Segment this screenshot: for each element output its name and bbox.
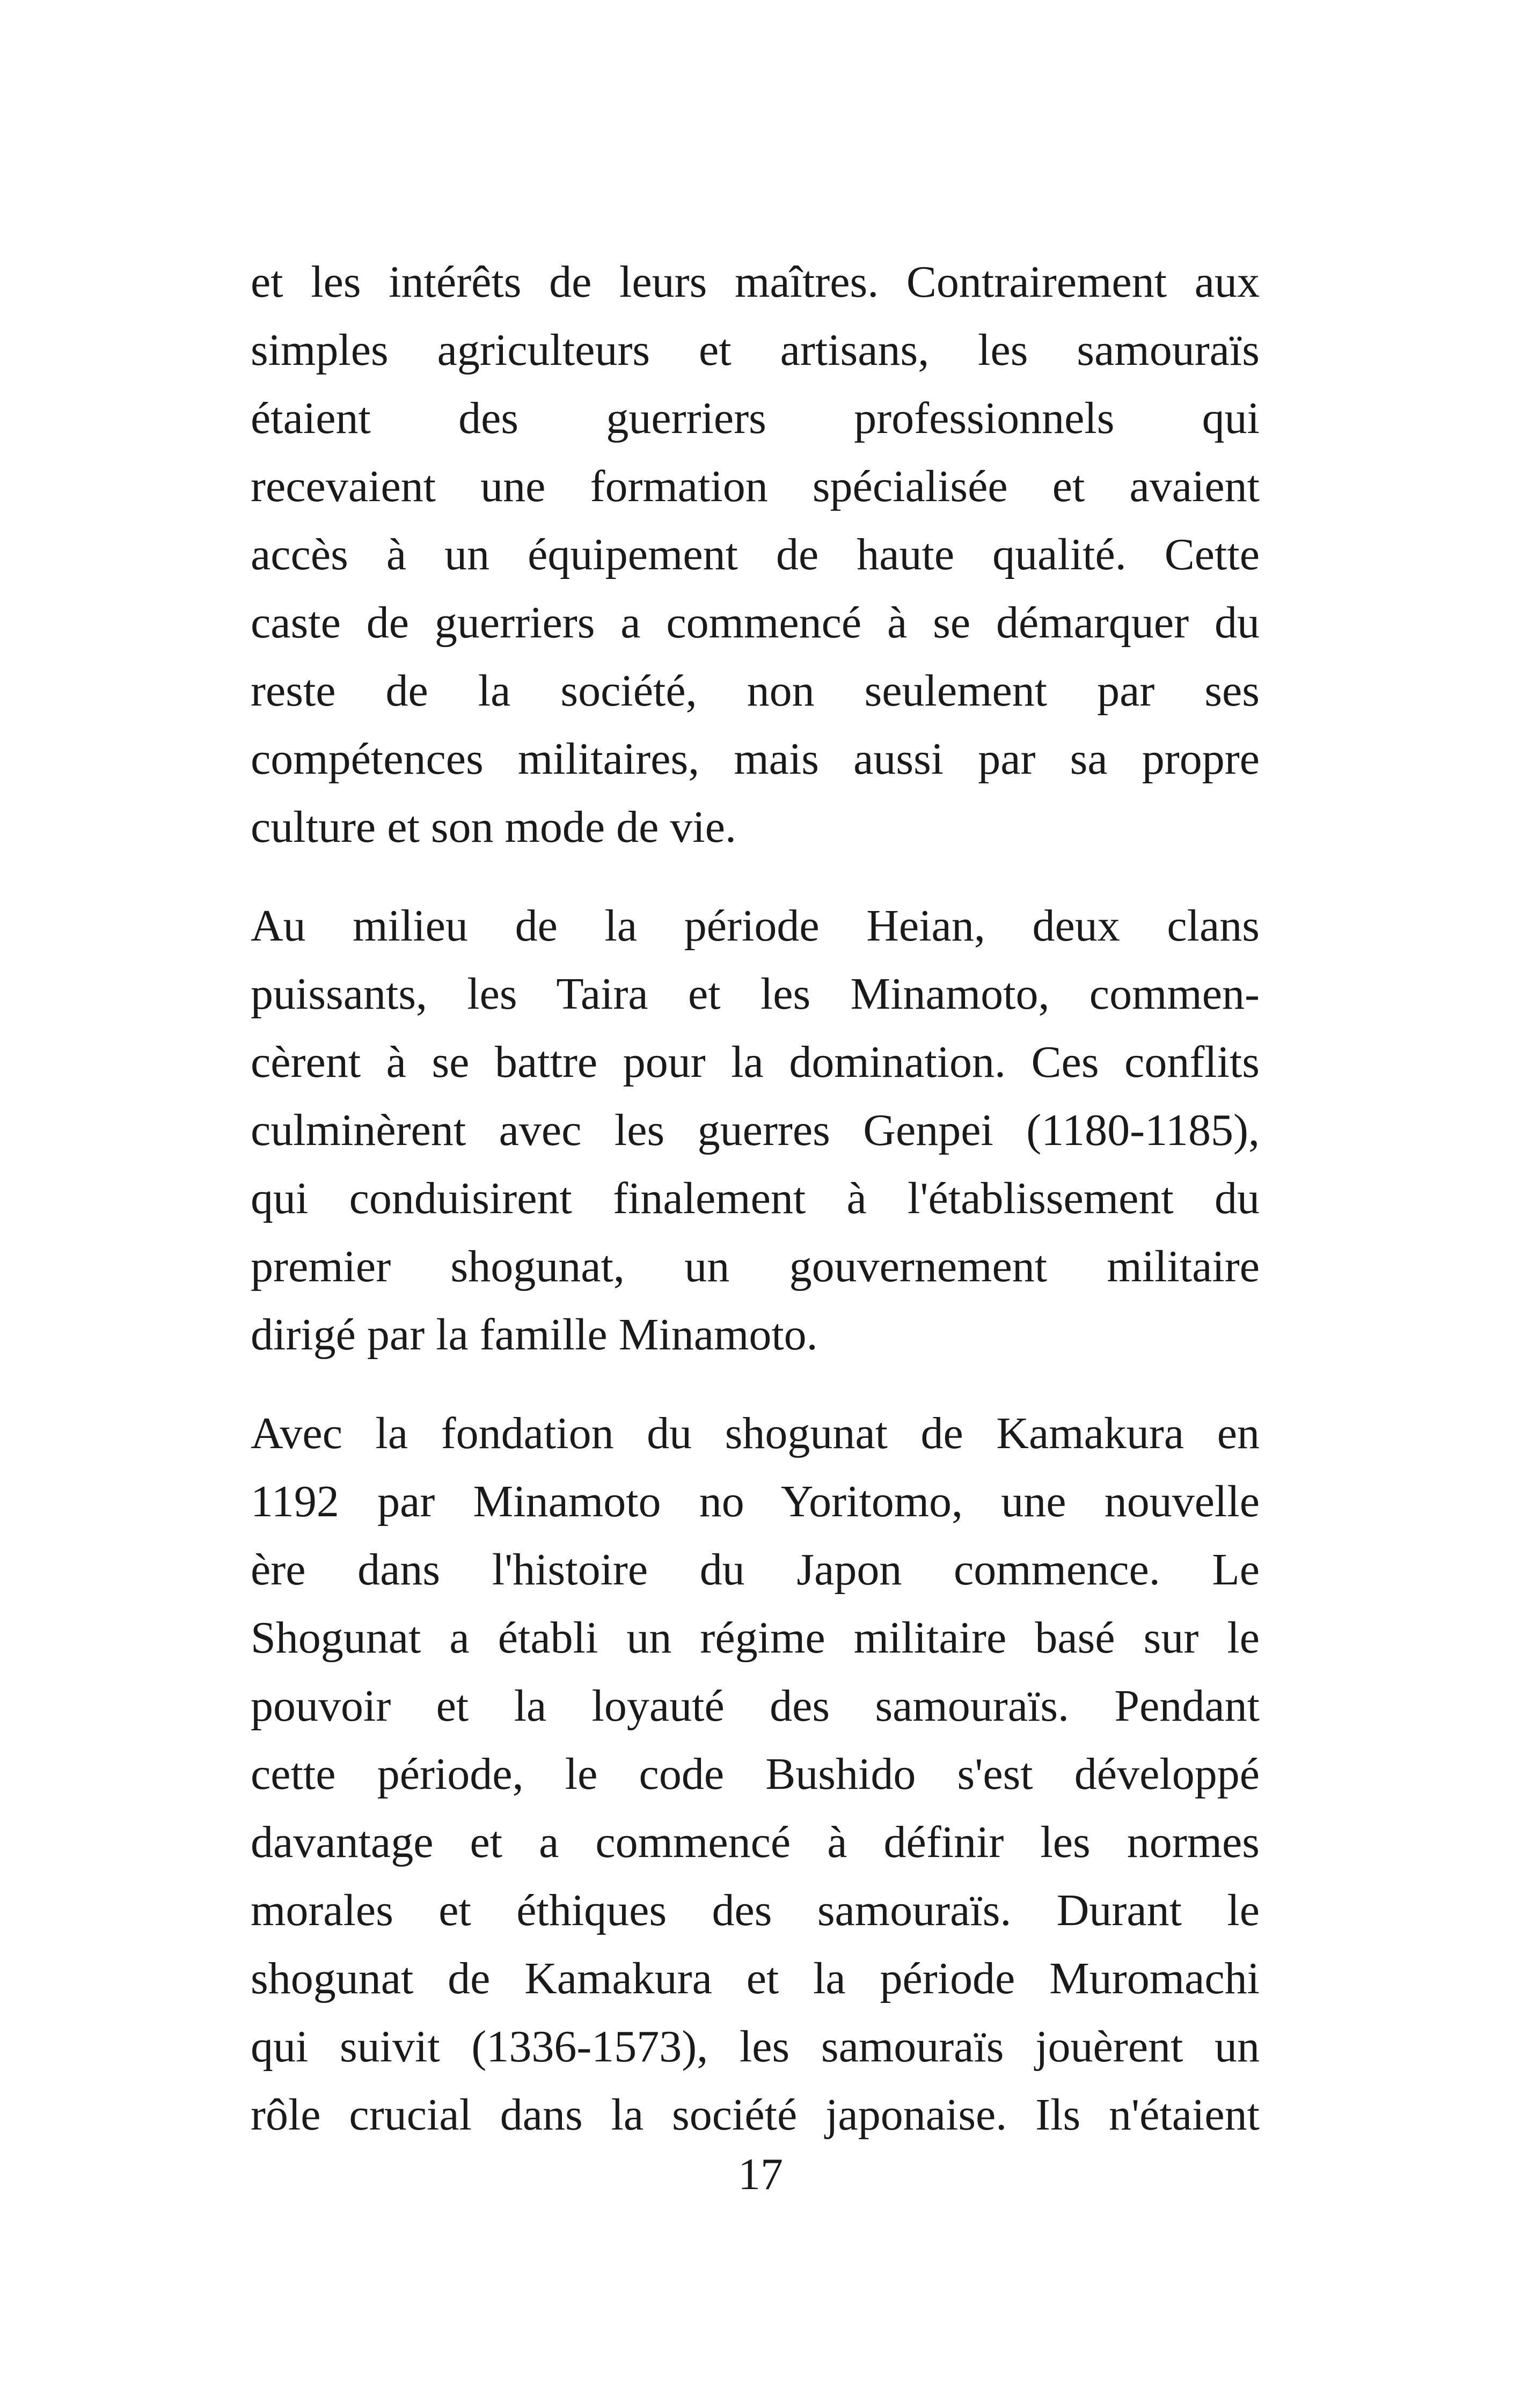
text-line: cette période, le code Bushido s'est développé bbox=[251, 1749, 1260, 1799]
text-line: compétences militaires, mais aussi par sa propre bbox=[251, 734, 1260, 784]
text-line: ère dans l'histoire du Japon commence. Le bbox=[251, 1545, 1260, 1595]
text-line: recevaient une formation spécialisée et avaient bbox=[251, 461, 1260, 511]
text-line: dirigé par la famille Minamoto. bbox=[251, 1310, 818, 1360]
text-line: caste de guerriers a commencé à se démarquer du bbox=[251, 598, 1260, 648]
text-line: accès à un équipement de haute qualité. Cette bbox=[251, 530, 1260, 579]
text-line: culminèrent avec les guerres Genpei (1180-1185), bbox=[251, 1105, 1260, 1155]
text-line: étaient des guerriers professionnels qui bbox=[251, 393, 1260, 443]
text-line: reste de la société, non seulement par ses bbox=[251, 666, 1260, 716]
text-line: simples agriculteurs et artisans, les samouraïs bbox=[251, 325, 1260, 375]
body-text bbox=[251, 248, 1260, 2149]
paragraph-1 bbox=[251, 248, 1260, 861]
paragraph-2 bbox=[251, 892, 1260, 1369]
page-number: 17 bbox=[738, 2149, 783, 2199]
text-line: cèrent à se battre pour la domination. Ces conflits bbox=[251, 1037, 1260, 1087]
text-line: Au milieu de la période Heian, deux clans bbox=[251, 901, 1260, 951]
text-line: qui suivit (1336-1573), les samouraïs jouèrent un bbox=[251, 2022, 1260, 2072]
paragraph-3 bbox=[251, 1399, 1260, 2149]
text-line: Avec la fondation du shogunat de Kamakura en bbox=[251, 1408, 1260, 1458]
text-line: Shogunat a établi un régime militaire basé sur le bbox=[251, 1613, 1260, 1663]
text-line: morales et éthiques des samouraïs. Durant le bbox=[251, 1885, 1260, 1935]
paragraph-spacer bbox=[251, 1369, 1260, 1399]
text-line: shogunat de Kamakura et la période Muromachi bbox=[251, 1954, 1260, 2003]
text-line: premier shogunat, un gouvernement militaire bbox=[251, 1242, 1260, 1291]
text-line: pouvoir et la loyauté des samouraïs. Pendant bbox=[251, 1681, 1260, 1731]
text-line: davantage et a commencé à définir les normes bbox=[251, 1817, 1260, 1867]
text-line: qui conduisirent finalement à l'établissement du bbox=[251, 1173, 1260, 1223]
text-line: 1192 par Minamoto no Yoritomo, une nouvelle bbox=[251, 1477, 1260, 1526]
text-line: et les intérêts de leurs maîtres. Contrairement aux bbox=[251, 257, 1260, 307]
text-line: puissants, les Taira et les Minamoto, commen- bbox=[251, 969, 1260, 1019]
paragraph-spacer bbox=[251, 861, 1260, 892]
text-line: culture et son mode de vie. bbox=[251, 802, 737, 852]
text-line: rôle crucial dans la société japonaise. Ils n'étaient bbox=[251, 2090, 1260, 2140]
